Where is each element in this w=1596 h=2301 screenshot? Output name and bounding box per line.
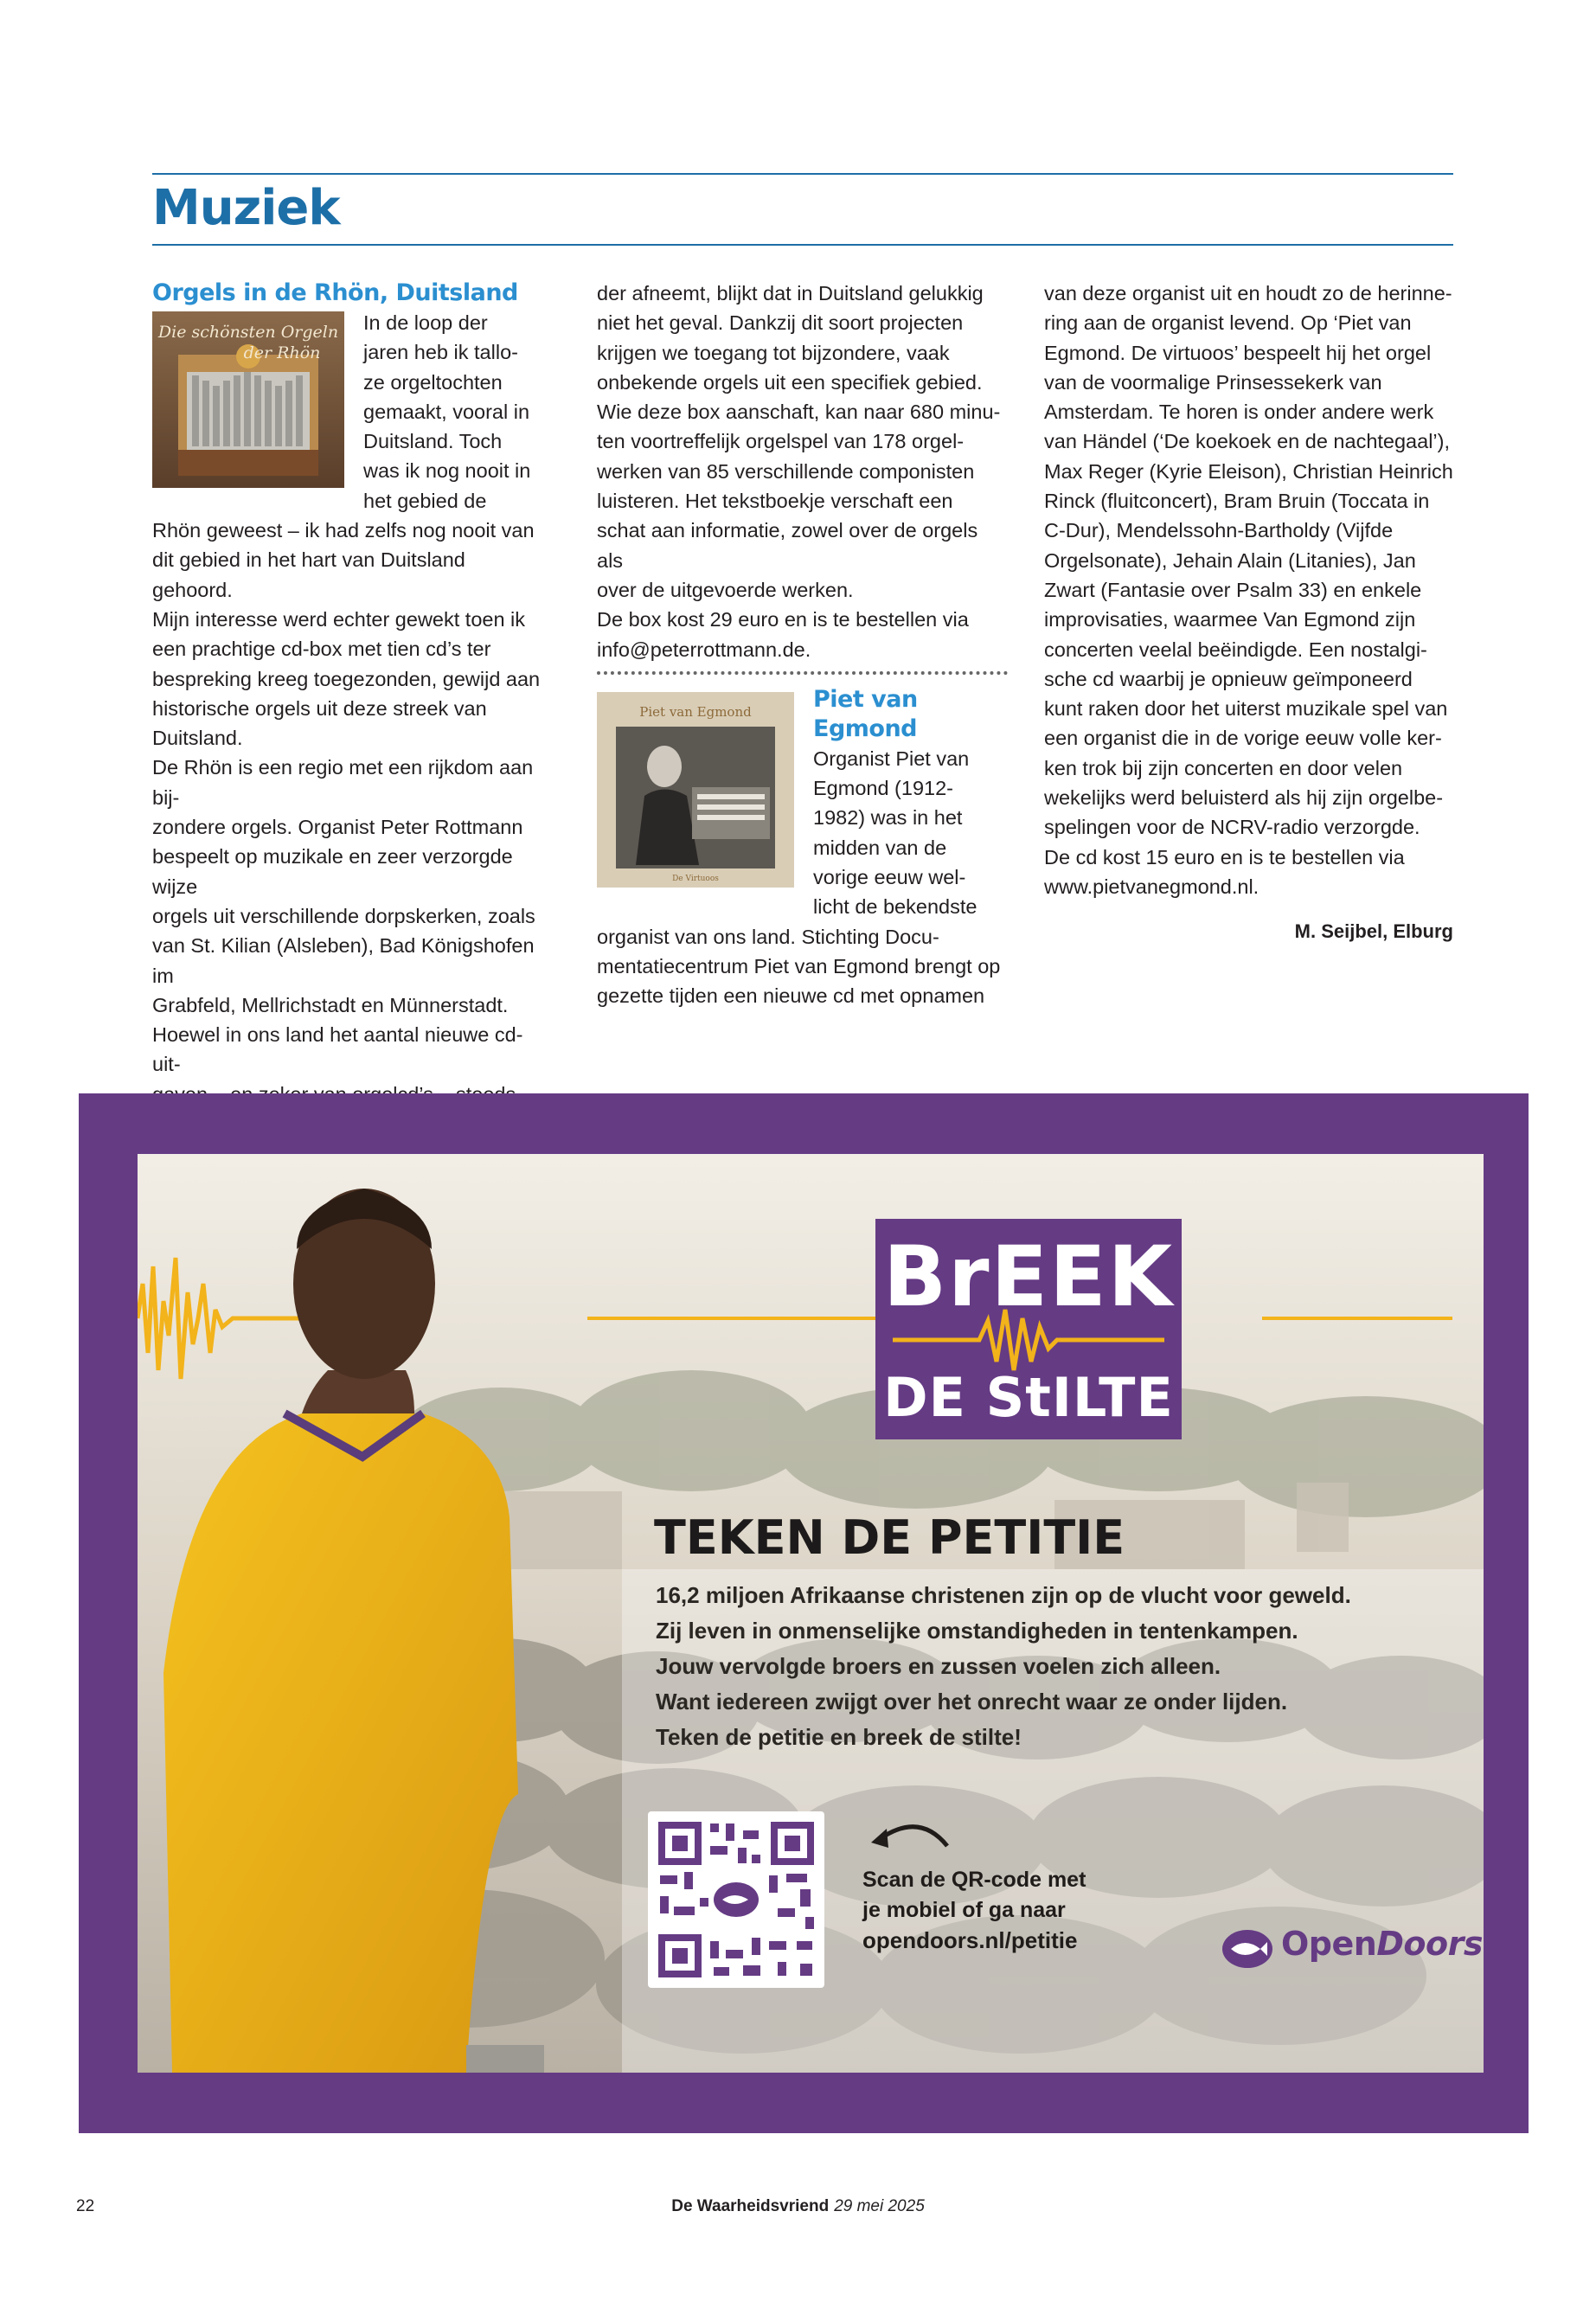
text-line: Orgelsonate), Jehain Alain (Litanies), Jan — [1044, 548, 1416, 572]
text-line: vorige eeuw wel- — [813, 866, 966, 889]
text-line: Rhön geweest – ik had zelfs nog nooit van — [152, 519, 535, 542]
qr-code-pattern — [648, 1811, 824, 1988]
text-line: C-Dur), Mendelssohn-Bartholdy (Vijfde — [1044, 519, 1394, 542]
text-line: der afneemt, blijkt dat in Duitsland gelukkig — [597, 282, 984, 304]
text-line: niet het geval. Dankzij dit soort projecten — [597, 311, 964, 335]
piet-van-egmond-cd-cover-image — [597, 692, 794, 888]
text-line: ze orgeltochten — [363, 370, 503, 394]
text-line: midden van de — [813, 836, 947, 859]
text-line: het gebied de — [363, 489, 487, 512]
text-line: luisteren. Het tekstboekje verschaft een — [597, 490, 953, 513]
curved-arrow-icon — [868, 1811, 954, 1863]
text-line: Rinck (fluitconcert), Bram Bruin (Toccata in — [1044, 490, 1430, 513]
text-line: schat aan informatie, zowel over de orgels als — [597, 519, 978, 572]
svg-text:De Virtuoos: De Virtuoos — [672, 874, 719, 883]
ad-body-line: Jouw vervolgde broers en zussen voelen zich alleen. — [656, 1653, 1221, 1679]
text-line: zondere orgels. Organist Peter Rottmann — [152, 816, 523, 839]
svg-text:der Rhön: der Rhön — [243, 343, 321, 362]
text-line: Organist Piet van — [813, 747, 970, 770]
open-doors-fish-icon — [1221, 1926, 1274, 1971]
ad-body-line: Teken de petitie en breek de stilte! — [656, 1724, 1022, 1750]
author-byline: M. Seijbel, Elburg — [1294, 920, 1453, 943]
ad-frame-notch — [1485, 1811, 1529, 2071]
text-line: bespeelt op muzikale en zeer verzorgde wijze — [152, 845, 513, 898]
open-doors-logo[interactable] — [1221, 1925, 1483, 1976]
ad-body-line: Want iedereen zwijgt over het onrecht waar ze onder lijden. — [656, 1689, 1288, 1715]
section-title: Muziek — [152, 180, 340, 236]
text-line: krijgen we toegang tot bijzondere, vaak — [597, 341, 950, 364]
text-line: gemaakt, vooral in — [363, 400, 530, 423]
text-line: www.pietvanegmond.nl. — [1044, 875, 1259, 898]
text-line: Grabfeld, Mellrichstadt en Münnerstadt. — [152, 993, 509, 1016]
text-line: van St. Kilian (Alsleben), Bad Königshofen im — [152, 934, 535, 987]
article-column-1 — [152, 279, 550, 1138]
text-line: ring aan de organist levend. Op ‘Piet van — [1044, 311, 1412, 335]
text-line: De box kost 29 euro en is te bestellen via — [597, 608, 969, 631]
issue-date: 29 mei 2025 — [834, 2197, 925, 2215]
brand-open: Open — [1281, 1925, 1377, 1963]
scan-line-2: je mobiel of ga naar — [862, 1898, 1066, 1922]
piet-cover-title: Piet van Egmond — [639, 703, 752, 720]
petition-url-link[interactable]: opendoors.nl/petitie — [862, 1927, 1078, 1953]
text-line: mentatiecentrum Piet van Egmond brengt op — [597, 954, 1001, 977]
ad-body — [656, 1578, 1351, 1755]
breek-de-stilte-logo — [875, 1219, 1182, 1439]
text-line: De cd kost 15 euro en is te bestellen via — [1044, 845, 1405, 868]
text-line: bespreking kreeg toegezonden, gewijd aan — [152, 667, 541, 690]
text-line: concerten veelal beëindigde. Een nostalgi- — [1044, 638, 1427, 661]
text-line: sche cd waarbij je opnieuw geïmponeerd — [1044, 667, 1413, 690]
text-line: Duitsland. — [152, 727, 243, 750]
text-line: Egmond. De virtuoos’ bespeelt hij het orgel — [1044, 341, 1432, 364]
orgel-cd-cover-image — [152, 311, 344, 488]
text-line: wekelijks werd beluisterd als hij zijn orgelbe- — [1044, 786, 1444, 810]
text-line: licht de bekendste — [813, 895, 977, 919]
article-column-2 — [597, 279, 1008, 1011]
footer-masthead — [0, 2197, 1596, 2216]
text-line: Egmond (1912- — [813, 777, 953, 800]
text-line: van Händel (‘De koekoek en de nachtegaal’), — [1044, 430, 1450, 453]
logo-line1: BrEEK — [882, 1228, 1175, 1325]
text-line: gezette tijden een nieuwe cd met opnamen — [597, 984, 985, 1008]
open-doors-wordmark — [1281, 1925, 1483, 1963]
text-line: 1982) was in het — [813, 806, 963, 830]
text-line: In de loop der — [363, 311, 488, 334]
text-line: een prachtige cd-box met tien cd’s ter — [152, 638, 491, 661]
qr-instructions — [862, 1865, 1086, 1956]
brand-doors: Doors — [1376, 1925, 1483, 1963]
header-rule-top — [152, 173, 1453, 175]
ad-headline: TEKEN DE PETITIE — [654, 1510, 1125, 1565]
header-rule-bottom — [152, 244, 1453, 246]
text-line: jaren heb ik tallo- — [363, 341, 518, 364]
text-line: orgels uit verschillende dorpskerken, zoals — [152, 904, 535, 927]
text-line: ten voortreffelijk orgelspel van 178 orgel- — [597, 430, 965, 453]
ad-body-line: 16,2 miljoen Afrikaanse christenen zijn op de vlucht voor geweld. — [656, 1582, 1351, 1608]
dotted-divider — [597, 671, 1008, 675]
text-line: Mijn interesse werd echter gewekt toen ik — [152, 607, 526, 631]
text-line: improvisaties, waarmee Van Egmond zijn — [1044, 608, 1416, 631]
text-line: dit gebied in het hart van Duitsland gehoord. — [152, 548, 465, 601]
text-line: info@peterrottmann.de. — [597, 638, 811, 661]
text-line: een organist die in de vorige eeuw volle ker- — [1044, 727, 1442, 750]
open-doors-advertisement[interactable] — [79, 1093, 1529, 2133]
text-line: Amsterdam. Te horen is onder andere werk — [1044, 401, 1434, 424]
ad-body-line: Zij leven in onmenselijke omstandigheden in tentenkampen. — [656, 1618, 1298, 1644]
text-line: werken van 85 verschillende componisten — [597, 459, 975, 483]
text-line: was ik nog nooit in — [363, 459, 531, 483]
magazine-name: De Waarheidsvriend — [671, 2197, 830, 2215]
text-line: Hoewel in ons land het aantal nieuwe cd-uit- — [152, 1023, 523, 1076]
orgel-cover-title: Die schönsten Orgeln — [157, 323, 339, 342]
page-number: 22 — [76, 2197, 95, 2215]
text-line: De Rhön is een regio met een rijkdom aan bij- — [152, 756, 534, 809]
logo-line2: DE StILTE — [883, 1366, 1174, 1429]
man-shirt — [163, 1413, 518, 2073]
text-line: van de voormalige Prinsessekerk van — [1044, 370, 1382, 394]
text-line: over de uitgevoerde werken. — [597, 578, 854, 601]
article-headline: Piet van Egmond — [813, 685, 918, 742]
text-line: Wie deze box aanschaft, kan naar 680 minu- — [597, 401, 1001, 424]
scan-line-1: Scan de QR-code met — [862, 1868, 1086, 1892]
qr-code[interactable] — [648, 1811, 824, 1988]
article-headline: Orgels in de Rhön, Duitsland — [152, 279, 518, 306]
text-line: Duitsland. Toch — [363, 430, 503, 453]
text-line: ken trok bij zijn concerten en door velen — [1044, 756, 1403, 779]
text-line: organist van ons land. Stichting Docu- — [597, 925, 939, 948]
text-line: Max Reger (Kyrie Eleison), Christian Heinrich — [1044, 459, 1453, 483]
text-line: historische orgels uit deze streek van — [152, 696, 487, 720]
text-line: spelingen voor de NCRV-radio verzorgde. — [1044, 816, 1420, 839]
text-line: onbekende orgels uit een specifiek gebied. — [597, 370, 983, 394]
text-line: van deze organist uit en houdt zo de herinne- — [1044, 282, 1452, 304]
text-line: kunt raken door het uiterst muzikale spel van — [1044, 697, 1448, 721]
article-column-3 — [1044, 279, 1453, 947]
text-line: Zwart (Fantasie over Psalm 33) en enkele — [1044, 578, 1422, 601]
